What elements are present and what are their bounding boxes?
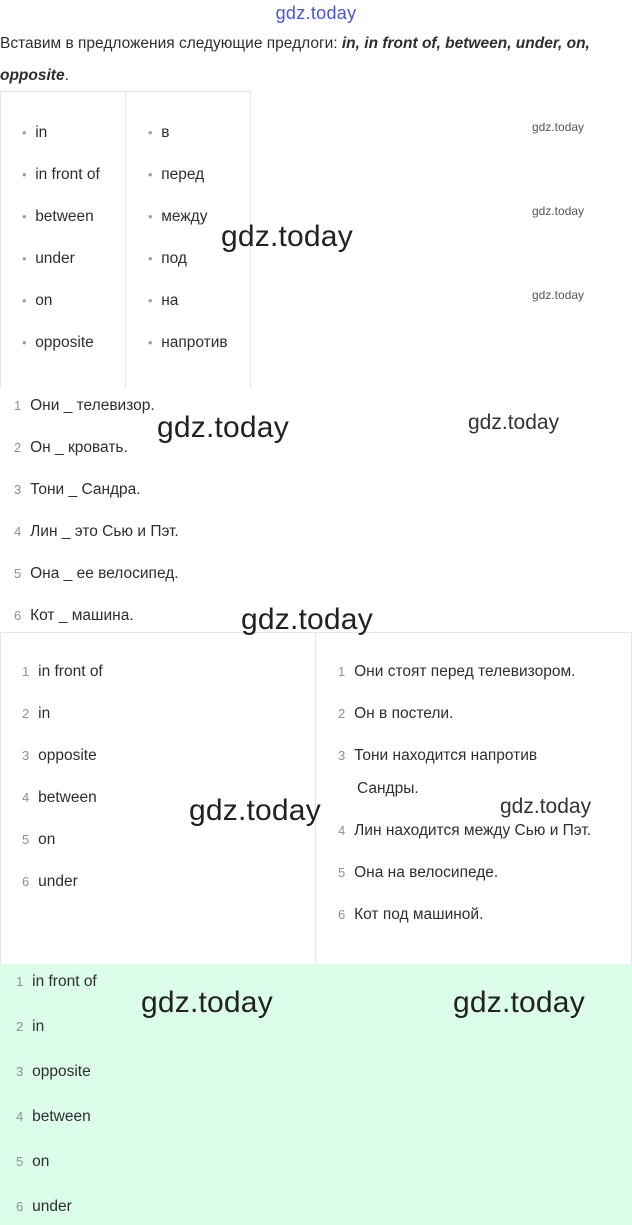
watermark: gdz.today bbox=[241, 603, 373, 636]
watermark: gdz.today bbox=[189, 794, 321, 827]
vocab-en-item: • under bbox=[22, 250, 75, 267]
answer-left-row: 3 opposite bbox=[22, 747, 97, 764]
vocab-en-item: • in bbox=[22, 124, 48, 141]
bullet-icon: • bbox=[22, 293, 27, 308]
sentence-row: 1 Они _ телевизор. bbox=[14, 397, 155, 414]
final-answer-row: 1 in front of bbox=[16, 973, 97, 990]
watermark: gdz.today bbox=[141, 986, 273, 1019]
final-answer-row: 4 between bbox=[16, 1108, 91, 1125]
bullet-icon: • bbox=[148, 167, 153, 182]
watermark: gdz.today bbox=[500, 795, 592, 818]
answer-left-row: 5 on bbox=[22, 831, 56, 848]
bullet-icon: • bbox=[22, 167, 27, 182]
answer-right-row: 3 Тони находится напротив bbox=[338, 747, 538, 764]
bullet-icon: • bbox=[148, 251, 153, 266]
final-answer-row: 3 opposite bbox=[16, 1063, 91, 1080]
bullet-icon: • bbox=[22, 335, 27, 350]
bullet-icon: • bbox=[22, 125, 27, 140]
watermark: gdz.today bbox=[532, 120, 585, 134]
bullet-icon: • bbox=[148, 335, 153, 350]
answer-left-row: 1 in front of bbox=[22, 663, 103, 680]
vocab-ru-item: • на bbox=[148, 292, 179, 309]
answer-right-row: 6 Кот под машиной. bbox=[338, 906, 484, 923]
watermark: gdz.today bbox=[157, 411, 289, 444]
final-answer-row: 5 on bbox=[16, 1153, 50, 1170]
instruction-text: Вставим в предложения следующие предлоги: bbox=[0, 35, 342, 52]
final-answer-row: 6 under bbox=[16, 1198, 72, 1215]
watermark: gdz.today bbox=[532, 204, 585, 218]
final-answer-row: 2 in bbox=[16, 1018, 45, 1035]
sentence-row: 6 Кот _ машина. bbox=[14, 607, 134, 624]
vocab-en-item: • opposite bbox=[22, 334, 94, 351]
vocab-en-item: • in front of bbox=[22, 166, 100, 183]
bullet-icon: • bbox=[148, 293, 153, 308]
answer-right-row-continued: Сандры. bbox=[357, 780, 419, 797]
watermark: gdz.today bbox=[532, 288, 585, 302]
answer-left-row: 6 under bbox=[22, 873, 78, 890]
task-instruction bbox=[0, 28, 625, 92]
sentence-row: 5 Она _ ее велосипед. bbox=[14, 565, 179, 582]
sentence-row: 3 Тони _ Сандра. bbox=[14, 481, 141, 498]
answer-left-row: 2 in bbox=[22, 705, 51, 722]
sentence-row: 2 Он _ кровать. bbox=[14, 439, 128, 456]
answer-right-row: 2 Он в постели. bbox=[338, 705, 454, 722]
watermark: gdz.today bbox=[468, 411, 560, 434]
instruction-prepositions: in, in front of, between, under, on, opposite bbox=[0, 35, 590, 84]
bullet-icon: • bbox=[148, 209, 153, 224]
watermark: gdz.today bbox=[221, 220, 353, 253]
sentence-row: 4 Лин _ это Сью и Пэт. bbox=[14, 523, 179, 540]
answer-right-row: 4 Лин находится между Сью и Пэт. bbox=[338, 822, 592, 839]
vocab-table-divider bbox=[125, 91, 126, 388]
vocab-ru-item: • под bbox=[148, 250, 187, 267]
answer-right-row: 5 Она на велосипеде. bbox=[338, 864, 499, 881]
bullet-icon: • bbox=[148, 125, 153, 140]
vocab-ru-item: • напротив bbox=[148, 334, 228, 351]
answer-left-row: 4 between bbox=[22, 789, 97, 806]
bullet-icon: • bbox=[22, 209, 27, 224]
watermark: gdz.today bbox=[453, 986, 585, 1019]
bullet-icon: • bbox=[22, 251, 27, 266]
vocab-ru-item: • в bbox=[148, 124, 170, 141]
vocab-ru-item: • перед bbox=[148, 166, 205, 183]
instruction-tail: . bbox=[64, 67, 69, 84]
vocab-en-item: • between bbox=[22, 208, 94, 225]
vocab-ru-item: • между bbox=[148, 208, 208, 225]
site-logo[interactable]: gdz.today bbox=[275, 3, 357, 23]
vocab-en-item: • on bbox=[22, 292, 53, 309]
answer-right-row: 1 Они стоят перед телевизором. bbox=[338, 663, 576, 680]
